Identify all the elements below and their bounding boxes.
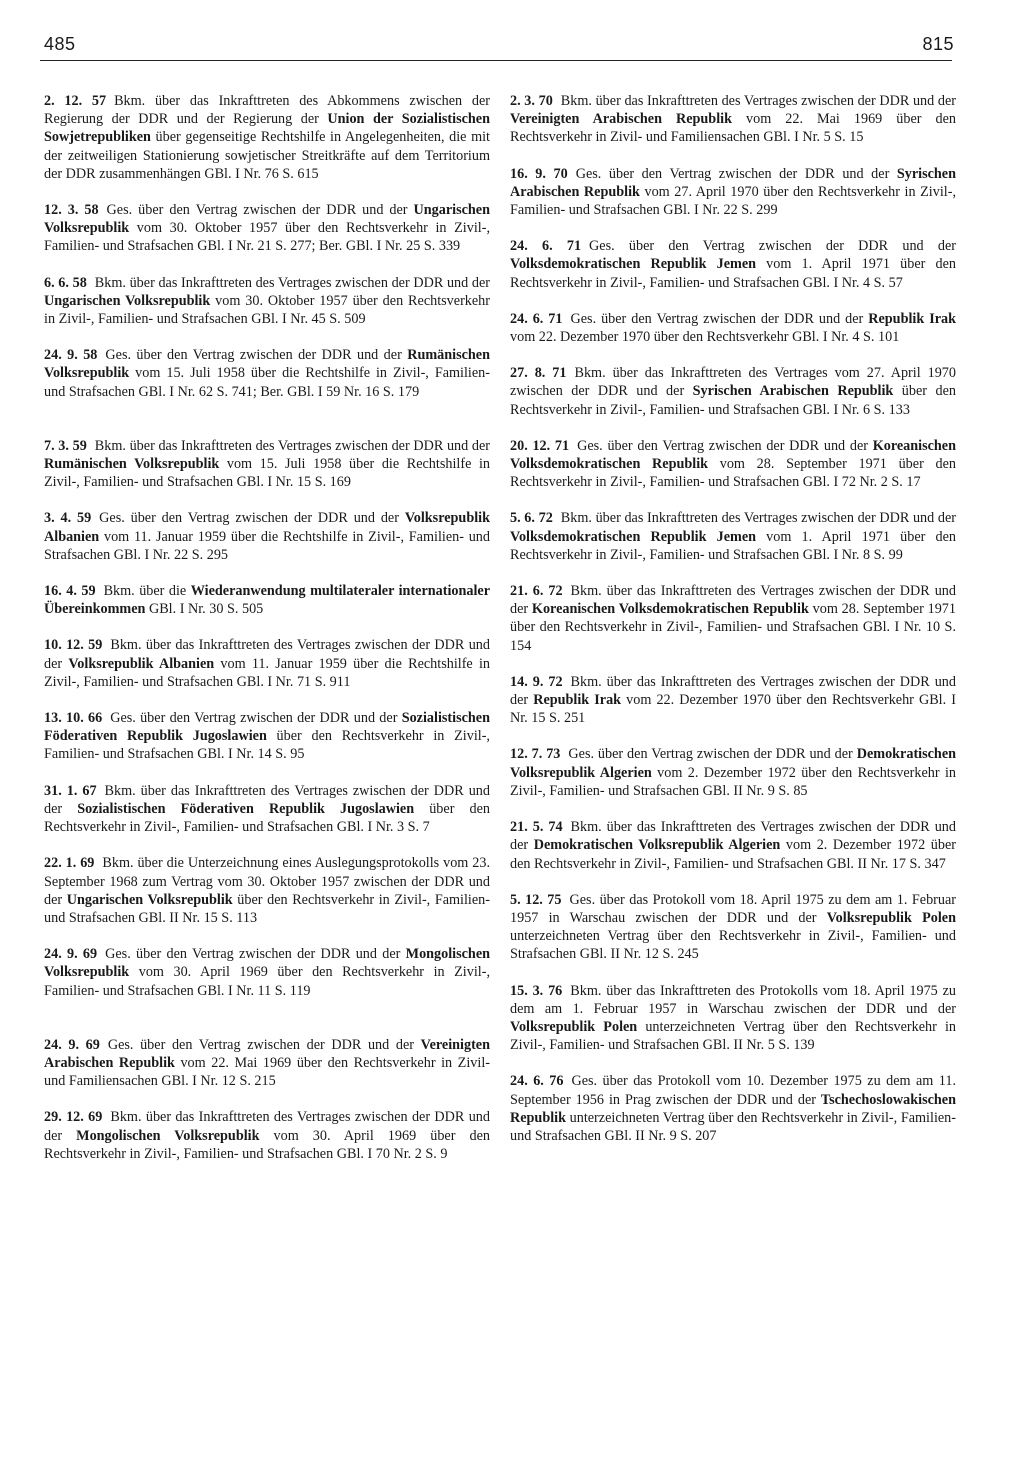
law-entry [510,673,956,728]
treaty-partner-name: Republik Irak [533,692,622,709]
page-number-left: 485 [44,34,76,54]
entry-date: 15. 3. 76 [510,982,563,999]
entry-text: vom 1. April 1971 über den Rechtsverkehr in Zivil-, Familien- und Strafsachen GBl. I Nr. 8 S. 99 [510,528,956,563]
law-entry [510,310,956,346]
entry-text: Ges. über den Vertrag zwischen der DDR und der [107,1036,421,1053]
entry-date: 27. 8. 71 [510,365,567,382]
treaty-partner-name: Wiederanwendung multilateraler internationaler Übereinkommen [44,583,491,618]
entry-text: Bkm. über das Inkrafttreten des Vertrages zwischen der DDR und der [94,274,491,291]
law-entry [510,818,956,873]
entry-text: Ges. über den Vertrag zwischen der DDR und der [106,202,414,219]
entry-text: vom 1. April 1971 über den Rechtsverkehr in Zivil-, Familien- und Strafsachen GBl. I Nr. 4 S. 57 [510,256,956,291]
entry-text: vom 15. Juli 1958 über die Rechtshilfe in Zivil-, Familien- und Strafsachen GBl. I Nr. 15 S. 169 [44,456,490,491]
entry-text: Bkm. über das Inkrafttreten des Vertrages zwischen der DDR und der [510,583,956,618]
treaty-partner-name: Vereinigten Arabischen Republik [44,1036,490,1071]
entry-text: Ges. über den Vertrag zwischen der DDR und der [577,437,873,454]
entry-text: unterzeichneten Vertrag über den Rechtsverkehr in Zivil-, Familien- und Strafsachen GBl. II Nr. 12 S. 245 [510,928,956,963]
treaty-partner-name: Syrischen Arabischen Republik [510,165,956,200]
law-entry [44,201,490,256]
entry-text: Ges. über den Vertrag zwischen der DDR und der [575,165,897,182]
treaty-partner-name: Ungarischen Volksrepublik [66,891,233,908]
treaty-partner-name: Volksdemokratischen Republik Jemen [510,528,757,545]
entry-date: 2. 3. 70 [510,93,553,109]
entry-date: 24. 6. 76 [510,1073,564,1090]
entry-text: Ges. über den Vertrag zwischen der DDR und der [105,946,406,963]
entry-date: 24. 9. 58 [44,347,98,364]
entry-text: vom 11. Januar 1959 über die Rechtshilfe in Zivil-, Familien- und Strafsachen GBl. I Nr. 71 S. 911 [44,655,490,690]
entry-text: vom 30. April 1969 über den Rechtsverkehr in Zivil-, Familien- und Strafsachen GBl. I Nr. 11 S. 119 [44,964,490,999]
entry-date: 24. 9. 69 [44,1036,100,1053]
law-entry [510,982,956,1055]
entry-text: Ges. über den Vertrag zwischen der DDR und der [589,238,956,255]
entry-date: 5. 12. 75 [510,891,562,908]
entry-text: über den Rechtsverkehr in Zivil-, Familien- und Strafsachen GBl. I Nr. 6 S. 133 [510,383,956,418]
entry-text: über den Rechtsverkehr in Zivil-, Familien- und Strafsachen GBl. II Nr. 15 S. 113 [44,891,490,926]
entry-text: Bkm. über das Inkrafttreten des Vertrages zwischen der DDR und der [560,510,957,527]
treaty-partner-name: Koreanischen Volksdemokratischen Republik [510,437,956,473]
law-entry [510,582,956,655]
treaty-partner-name: Mongolischen Volksrepublik [76,1127,260,1144]
entry-text: vom 28. September 1971 über den Rechtsverkehr in Zivil-, Familien- und Strafsachen GBl. I Nr. 10 S. 154 [510,601,956,654]
law-entry [510,745,956,800]
treaty-partner-name: Vereinigten Arabischen Republik [510,111,732,128]
treaty-partner-name: Mongolischen Volksrepublik [44,946,491,981]
law-entry [510,165,956,220]
entry-date: 21. 6. 72 [510,583,563,600]
entry-date: 12. 3. 58 [44,202,99,219]
entry-date: 5. 6. 72 [510,510,553,527]
entry-text: Bkm. über die Unterzeichnung eines Auslegungsprotokolls vom 23. September 1968 zum Vertrag vom 30. Oktober 1957 zwischen der DDR und der [44,855,490,908]
treaty-partner-name: Union der Sozialistischen Sowjetrepubliken [44,111,490,146]
entry-date: 12. 7. 73 [510,746,561,763]
law-entry [510,437,956,492]
law-entry [44,854,490,927]
entry-text: vom 30. April 1969 über den Rechtsverkehr in Zivil-, Familien- und Strafsachen GBl. I 70 Nr. 2 S. 9 [44,1127,490,1162]
law-entry [44,92,490,183]
entry-text: vom 30. Oktober 1957 über den Rechtsverkehr in Zivil-, Familien- und Strafsachen GBl. I Nr. 21 S. 277; Ber. GBl. I Nr. 25 S. 339 [44,220,490,255]
law-entry [44,582,490,618]
entry-date: 20. 12. 71 [510,437,570,454]
entry-text: über gegenseitige Rechtshilfe in Angelegenheiten, die mit der zeitweiligen Stationierung sowjetischer Streitkräfte auf dem Territorium der DDR zusammenhängen GBl. I Nr. 76 S. 615 [44,129,490,182]
entry-text: Ges. über das Protokoll vom 18. April 1975 zu dem am 1. Februar 1957 in Warschau zwischen der DDR und der [510,891,956,926]
entry-date: 16. 9. 70 [510,165,568,182]
law-entry [510,237,956,292]
entry-text: vom 22. Dezember 1970 über den Rechtsverkehr GBl. I Nr. 15 S. 251 [510,692,956,727]
treaty-partner-name: Volksrepublik Albanien [44,510,490,545]
entry-text: Bkm. über die [103,583,191,600]
entry-text: vom 15. Juli 1958 über die Rechtshilfe in Zivil-, Familien- und Strafsachen GBl. I Nr. 62 S. 741; Ber. GBl. I 59 Nr. 16 S. 179 [44,365,490,400]
entry-text: über den Rechtsverkehr in Zivil-, Familien- und Strafsachen GBl. I Nr. 3 S. 7 [44,800,490,836]
treaty-partner-name: Demokratischen Volksrepublik Algerien [533,837,781,854]
entry-text: Ges. über den Vertrag zwischen der DDR und der [570,310,869,327]
entry-text: vom 30. Oktober 1957 über den Rechtsverkehr in Zivil-, Familien- und Strafsachen GBl. I Nr. 45 S. 509 [44,292,490,328]
entry-date: 13. 10. 66 [44,710,103,727]
treaty-partner-name: Ungarischen Volksrepublik [44,202,490,237]
entry-text: Bkm. über das Inkrafttreten des Vertrages zwischen der DDR und der [44,637,490,672]
law-entry [44,509,490,564]
law-entry [44,709,490,764]
law-entry [44,1036,490,1091]
entry-text: Bkm. über das Inkrafttreten des Abkommens zwischen der Regierung der DDR und der Regierung der [44,93,490,128]
treaty-partner-name: Volksrepublik Albanien [68,655,215,672]
entry-date: 21. 5. 74 [510,819,563,836]
entry-text: Bkm. über das Inkrafttreten des Vertrages zwischen der DDR und der [510,819,956,854]
entry-text: Bkm. über das Inkrafttreten des Vertrages zwischen der DDR und der [560,93,957,109]
entry-text: GBl. I Nr. 30 S. 505 [145,601,264,618]
entry-text: vom 27. April 1970 über den Rechtsverkehr in Zivil-, Familien- und Strafsachen GBl. I Nr. 22 S. 299 [510,183,956,219]
law-entry [44,437,490,492]
law-entry [510,891,956,964]
entry-date: 22. 1. 69 [44,855,95,872]
entry-date: 24. 9. 69 [44,946,98,963]
law-entry [510,509,956,564]
entry-date: 2. 12. 57 [44,93,107,109]
treaty-partner-name: Rumänischen Volksrepublik [44,347,490,382]
right-column [510,92,956,1145]
entry-date: 16. 4. 59 [44,583,96,600]
treaty-partner-name: Volksrepublik Polen [510,1018,638,1035]
entry-date: 6. 6. 58 [44,274,87,291]
entry-text: Ges. über das Protokoll vom 10. Dezember 1975 zu dem am 11. September 1956 in Prag zwischen der DDR und der [510,1073,957,1108]
entry-date: 14. 9. 72 [510,673,563,690]
entry-text: Bkm. über das Inkrafttreten des Vertrages zwischen der DDR und der [44,782,490,817]
treaty-partner-name: Syrischen Arabischen Republik [692,383,894,400]
entry-date: 7. 3. 59 [44,437,87,454]
law-entry [510,364,956,419]
treaty-partner-name: Tschechoslowakischen Republik [510,1091,956,1126]
entry-text: vom 2. Dezember 1972 über den Rechtsverkehr in Zivil-, Familien- und Strafsachen GBl. II Nr. 9 S. 85 [510,764,956,799]
entry-text: unterzeichneten Vertrag über den Rechtsverkehr in Zivil-, Familien- und Strafsachen GBl. II Nr. 9 S. 207 [510,1109,956,1144]
entry-text: vom 11. Januar 1959 über die Rechtshilfe in Zivil-, Familien- und Strafsachen GBl. I Nr. 22 S. 295 [44,528,490,563]
entry-text: vom 28. September 1971 über den Rechtsverkehr in Zivil-, Familien- und Strafsachen GBl. I 72 Nr. 2 S. 17 [510,456,956,491]
entry-date: 24. 6. 71 [510,310,563,327]
entry-date: 10. 12. 59 [44,637,103,654]
law-entry [44,274,490,329]
entry-text: unterzeichneten Vertrag über den Rechtsverkehr in Zivil-, Familien- und Strafsachen GBl. II Nr. 5 S. 139 [510,1018,956,1054]
entry-text: Bkm. über das Inkrafttreten des Protokolls vom 18. April 1975 zu dem am 1. Februar 1957 in Warschau zwischen der DDR und der [510,982,957,1017]
entry-date: 31. 1. 67 [44,782,97,799]
treaty-partner-name: Ungarischen Volksrepublik [44,292,211,309]
entry-text: vom 22. Mai 1969 über den Rechtsverkehr in Zivil- und Familiensachen GBl. I Nr. 12 S. 215 [44,1054,490,1090]
header-rule [40,60,952,61]
law-entry [44,782,490,837]
law-entry [510,92,956,147]
entry-text: Bkm. über das Inkrafttreten des Vertrages zwischen der DDR und der [94,437,491,454]
entry-text: Ges. über den Vertrag zwischen der DDR und der [110,710,402,727]
entry-text: Ges. über den Vertrag zwischen der DDR und der [105,347,408,364]
entry-text: über den Rechtsverkehr in Zivil-, Familien- und Strafsachen GBl. I Nr. 14 S. 95 [44,728,490,763]
law-entry [44,346,490,401]
page-number-right: 815 [922,34,954,54]
entry-text: vom 22. Mai 1969 über den Rechtsverkehr in Zivil- und Familiensachen GBl. I Nr. 5 S. 15 [510,111,956,146]
treaty-partner-name: Sozialistischen Föderativen Republik Jugoslawien [77,800,415,817]
entry-text: vom 2. Dezember 1972 über den Rechtsverkehr in Zivil-, Familien- und Strafsachen GBl. II Nr. 17 S. 347 [510,837,956,872]
treaty-partner-name: Demokratischen Volksrepublik Algerien [510,746,957,781]
entry-text: Ges. über den Vertrag zwischen der DDR und der [568,746,857,763]
entry-text: Bkm. über das Inkrafttreten des Vertrages zwischen der DDR und der [44,1109,490,1144]
law-entry [44,945,490,1000]
treaty-partner-name: Rumänischen Volksrepublik [44,456,220,473]
law-entry [44,1108,490,1163]
treaty-partner-name: Volksrepublik Polen [826,909,956,926]
entry-date: 29. 12. 69 [44,1109,103,1126]
entry-date: 3. 4. 59 [44,510,92,527]
treaty-partner-name: Volksdemokratischen Republik Jemen [510,256,757,273]
treaty-partner-name: Republik Irak [868,310,957,327]
entry-date: 24. 6. 71 [510,238,582,255]
left-column [44,92,490,1163]
treaty-partner-name: Sozialistischen Föderativen Republik Jugoslawien [44,710,490,745]
entry-text: Bkm. über das Inkrafttreten des Vertrages zwischen der DDR und der [510,673,956,709]
treaty-partner-name: Koreanischen Volksdemokratischen Republik [531,601,809,618]
entry-text: vom 22. Dezember 1970 über den Rechtsverkehr GBl. I Nr. 4 S. 101 [510,329,900,346]
entry-text: Bkm. über das Inkrafttreten des Vertrages vom 27. April 1970 zwischen der DDR und der [510,365,956,400]
law-entry [510,1072,956,1145]
entry-text: Ges. über den Vertrag zwischen der DDR und der [99,510,405,527]
law-entry [44,636,490,691]
